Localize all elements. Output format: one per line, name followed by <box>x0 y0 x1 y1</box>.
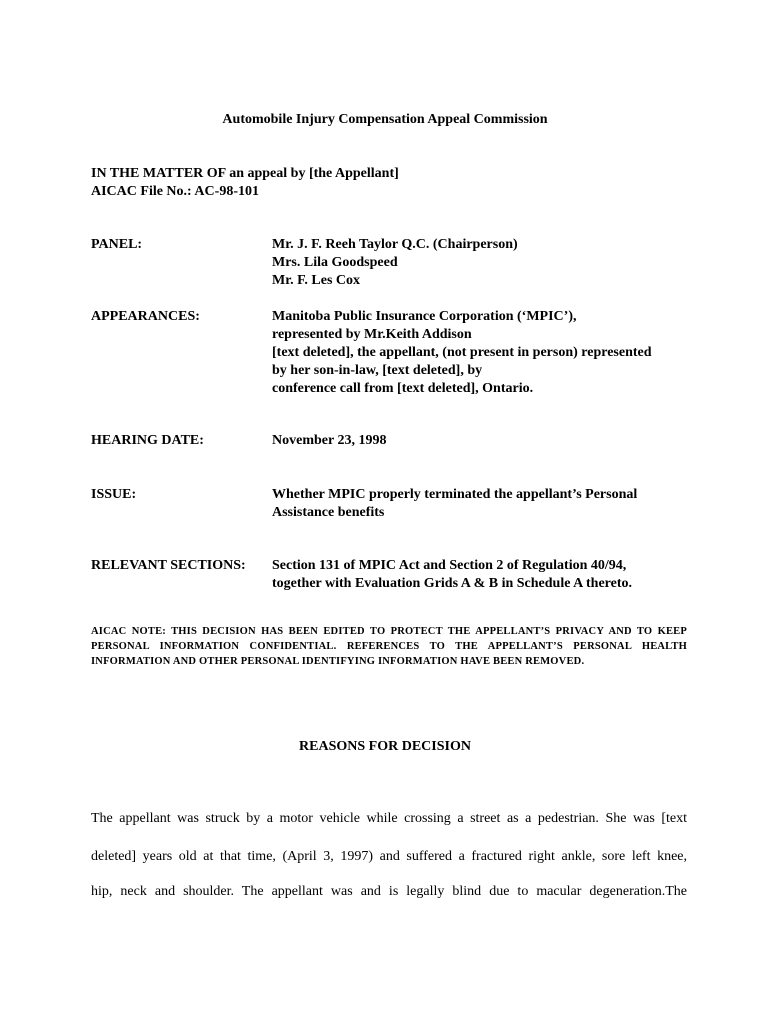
body-line: hip, neck and shoulder. The appellant was and is legally blind due to macular degeneration.The <box>91 884 687 899</box>
hearing-date-label: HEARING DATE: <box>91 433 204 448</box>
panel-member: Mr. F. Les Cox <box>272 273 361 288</box>
appearances-line: Manitoba Public Insurance Corporation (‘MPIC’), <box>272 309 577 324</box>
appearances-text <box>272 308 692 398</box>
appearances-line: by her son-in-law, [text deleted], by <box>272 363 483 378</box>
body-line: The appellant was struck by a motor vehicle while crossing a street as a pedestrian. She was [text <box>91 811 687 826</box>
panel-label: PANEL: <box>91 237 143 252</box>
relevant-sections-line: together with Evaluation Grids A & B in Schedule A thereto. <box>272 576 633 591</box>
relevant-sections-text <box>272 557 692 593</box>
panel-member: Mrs. Lila Goodspeed <box>272 255 398 270</box>
appearances-line: represented by Mr.Keith Addison <box>272 327 472 342</box>
panel-member: Mr. J. F. Reeh Taylor Q.C. (Chairperson) <box>272 237 518 252</box>
issue-text <box>272 486 692 522</box>
document-title: Automobile Injury Compensation Appeal Commission <box>222 112 548 127</box>
issue-line: Whether MPIC properly terminated the appellant’s Personal <box>272 487 638 502</box>
appearances-line: [text deleted], the appellant, (not present in person) represented <box>272 345 652 360</box>
privacy-note: AICAC NOTE: THIS DECISION HAS BEEN EDITED TO PROTECT THE APPELLANT’S PRIVACY AND TO KEEP PERSONAL INFORMATION CONFIDENTIAL. REFERENCES TO THE APPELLANT’S PERSONAL HEALTH INFORMATION AND OTHER PERSONAL IDENTIFYING INFORMATION HAVE BEEN REMOVED. <box>91 626 687 667</box>
file-number-line: AICAC File No.: AC-98-101 <box>91 184 259 199</box>
matter-line: IN THE MATTER OF an appeal by [the Appellant] <box>91 166 399 181</box>
panel-members <box>272 236 692 290</box>
relevant-sections-label: RELEVANT SECTIONS: <box>91 558 246 573</box>
reasons-heading: REASONS FOR DECISION <box>299 739 471 754</box>
relevant-sections-line: Section 131 of MPIC Act and Section 2 of Regulation 40/94, <box>272 558 627 573</box>
issue-line: Assistance benefits <box>272 505 385 520</box>
appearances-line: conference call from [text deleted], Ontario. <box>272 381 534 396</box>
appearances-label: APPEARANCES: <box>91 309 200 324</box>
body-line: deleted] years old at that time, (April 3, 1997) and suffered a fractured right ankle, sore left knee, <box>91 849 687 864</box>
hearing-date-value: November 23, 1998 <box>272 433 387 448</box>
issue-label: ISSUE: <box>91 487 137 502</box>
